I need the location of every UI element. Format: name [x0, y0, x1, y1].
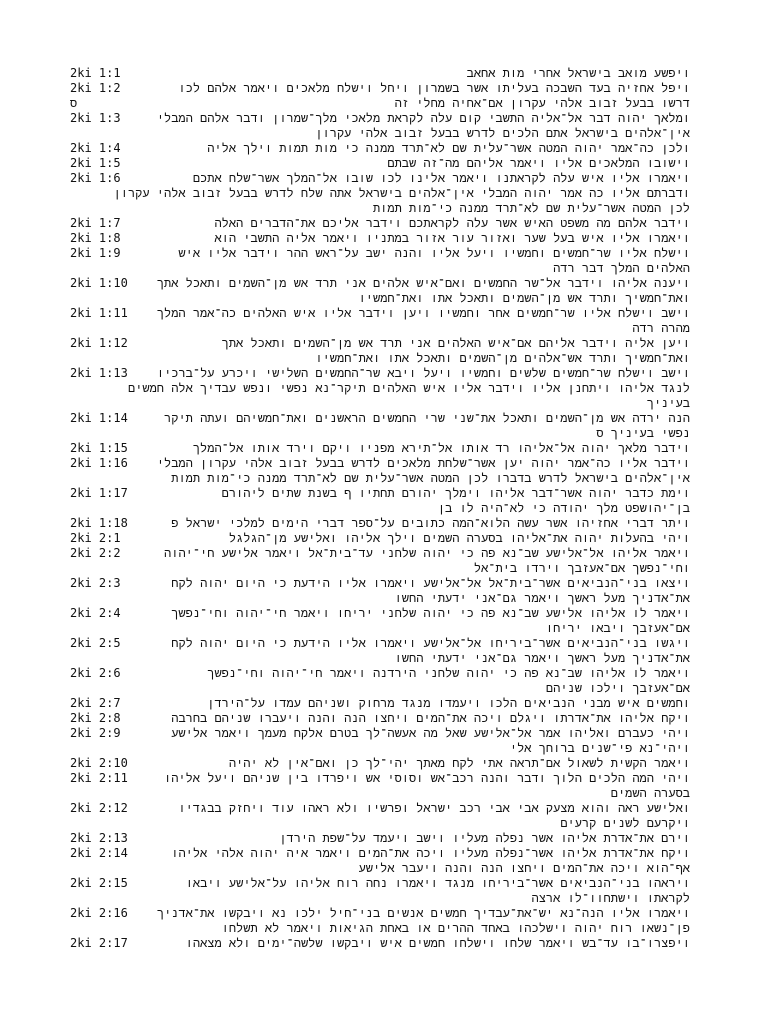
verse-text: ויאמרו אליו הנה־נא יש־את־עבדיך חמשים אנשים בני־חיל ילכו נא ויבקשו את־אדניך — [156, 906, 690, 920]
verse-reference: 2ki 2:14 — [70, 846, 128, 860]
verse-reference: 2ki 2:3 — [70, 576, 121, 590]
verse-reference: 2ki 2:10 — [70, 756, 128, 770]
verse-text: ולכן כה־אמר יהוה המטה אשר־עלית שם לא־תרד ממנה כי מות תמות וילך אליה — [207, 141, 690, 155]
verse-line — [70, 66, 690, 81]
verse-text: וירם את־אדרת אליהו אשר נפלה מעליו וישב ויעמד על־שפת הירדן — [279, 831, 690, 845]
verse-reference: 2ki 2:9 — [70, 726, 121, 740]
verse-reference: 2ki 2:6 — [70, 666, 121, 680]
verse-line — [70, 111, 690, 126]
verse-reference: 2ki 1:10 — [70, 276, 128, 290]
verse-line — [70, 411, 690, 426]
verse-text: לנגד אליהו ויתחנן אליו וידבר אליו איש האלהים תיקר־נא נפשי ונפש עבדיך אלה חמשים — [128, 381, 690, 395]
verse-line — [70, 396, 690, 411]
verse-text: לכן המטה אשר־עלית שם לא־תרד ממנה כי־מות תמות — [372, 201, 690, 215]
verse-line — [70, 936, 690, 951]
verse-text: ויהי המה הלכים הלוך ודבר והנה רכב־אש וסוסי אש ויפרדו בין שניהם ויעל אליהו — [164, 771, 690, 785]
verse-reference: 2ki 2:12 — [70, 801, 128, 815]
verse-reference: 2ki 2:1 — [70, 531, 121, 545]
verse-reference: 2ki 1:2 — [70, 81, 121, 95]
verse-line — [70, 651, 690, 666]
verse-line — [70, 246, 690, 261]
verse-text: אין־אלהים בישראל לדרש בדברו לכן המטה אשר־עלית שם לא־תרד ממנה כי־מות תמות — [171, 471, 690, 485]
verse-line — [70, 816, 690, 831]
verse-reference: 2ki 2:11 — [70, 771, 128, 785]
verse-reference: 2ki 2:13 — [70, 831, 128, 845]
verse-text: ויען אליה וידבר אליהם אם־איש האלהים אני תרד אש מן־השמים ותאכל אתך — [221, 336, 690, 350]
verse-reference: 2ki 1:8 — [70, 231, 121, 245]
verse-line — [70, 561, 690, 576]
verse-reference: 2ki 1:13 — [70, 366, 128, 380]
verse-reference: 2ki 2:4 — [70, 606, 121, 620]
verse-line — [70, 636, 690, 651]
verse-line — [70, 591, 690, 606]
verse-reference: ס — [70, 96, 78, 110]
verse-text: וידבר אליו כה־אמר יהוה יען אשר־שלחת מלאכים לדרש בבעל זבוב אלהי עקרון המבלי — [156, 456, 690, 470]
verse-text: אף־הוא ויכה את־המים ויחצו הנה והנה ויעבר אלישע — [358, 861, 690, 875]
verse-text: ויגשו בני־הנביאים אשר־ביריחו אל־אלישע ויאמרו אליו הידעת כי היום יהוה לקח — [171, 636, 690, 650]
verse-line — [70, 876, 690, 891]
verse-line — [70, 231, 690, 246]
verse-line — [70, 831, 690, 846]
verse-line — [70, 576, 690, 591]
verse-text: ויראהו בני־הנביאים אשר־ביריחו מנגד ויאמרו נחה רוח אליהו על־אלישע ויבאו — [185, 876, 690, 890]
verse-text: הנה ירדה אש מן־השמים ותאכל את־שני שרי החמשים הראשנים ואת־חמשיהם ועתה תיקר — [164, 411, 690, 425]
verse-text: מהרה רדה — [632, 321, 690, 335]
verse-text: את־אדניך מעל ראשך ויאמר גם־אני ידעתי החשו — [394, 591, 690, 605]
verse-text: אין־אלהים בישראל אתם הלכים לדרש בבעל זבוב אלהי עקרון — [315, 126, 690, 140]
verse-text: דרשו בבעל זבוב אלהי עקרון אם־אחיה מחלי זה — [394, 96, 690, 110]
verse-line — [70, 471, 690, 486]
verse-line — [70, 621, 690, 636]
verse-reference: 2ki 1:16 — [70, 456, 128, 470]
verse-line — [70, 381, 690, 396]
verse-text: ויהי־נא פי־שנים ברוחך אלי — [509, 741, 690, 755]
verse-line — [70, 81, 690, 96]
document-body — [70, 66, 690, 951]
verse-line — [70, 711, 690, 726]
verse-line — [70, 666, 690, 681]
verse-text: את־אדניך מעל ראשך ויאמר גם־אני ידעתי החשו — [394, 651, 690, 665]
verse-line — [70, 96, 690, 111]
verse-line — [70, 846, 690, 861]
verse-text: ויאמר לו אליהו אלישע שב־נא פה כי יהוה שלחני יריחו ויאמר חי־יהוה וחי־נפשך — [171, 606, 690, 620]
verse-line — [70, 186, 690, 201]
verse-reference: 2ki 1:11 — [70, 306, 128, 320]
verse-reference: 2ki 2:8 — [70, 711, 121, 725]
verse-line — [70, 906, 690, 921]
verse-line — [70, 771, 690, 786]
verse-text: האלהים המלך דבר רדה — [553, 261, 690, 275]
verse-line — [70, 801, 690, 816]
verse-text: וחי־נפשך אם־אעזבך וירדו בית־אל — [473, 561, 690, 575]
verse-reference: 2ki 1:3 — [70, 111, 121, 125]
verse-line — [70, 156, 690, 171]
verse-line — [70, 201, 690, 216]
verse-reference: 2ki 2:7 — [70, 696, 121, 710]
verse-text: ויהי בהעלות יהוה את־אליהו בסערה השמים וילך אליהו ואלישע מן־הגלגל — [228, 531, 690, 545]
verse-line — [70, 516, 690, 531]
verse-reference: 2ki 2:17 — [70, 936, 128, 950]
verse-line — [70, 696, 690, 711]
verse-reference: 2ki 1:18 — [70, 516, 128, 530]
verse-text: ויאמרו אליו איש עלה לקראתנו ויאמר אלינו לכו שובו אל־המלך אשר־שלח אתכם — [192, 171, 690, 185]
verse-reference: 2ki 1:4 — [70, 141, 121, 155]
verse-reference: 2ki 1:12 — [70, 336, 128, 350]
verse-line — [70, 531, 690, 546]
verse-reference: 2ki 1:17 — [70, 486, 128, 500]
verse-text: ויצאו בני־הנביאים אשר־בית־אל אל־אלישע ויאמרו אליו הידעת כי היום יהוה לקח — [171, 576, 690, 590]
verse-text: ואלישע ראה והוא מצעק אבי אבי רכב ישראל ופרשיו ולא ראהו עוד ויחזק בבגדיו — [178, 801, 690, 815]
verse-text: ויתר דברי אחזיהו אשר עשה הלוא־המה כתובים על־ספר דברי הימים למלכי ישראל פ — [171, 516, 690, 530]
verse-line — [70, 216, 690, 231]
verse-text: וחמשים איש מבני הנביאים הלכו ויעמדו מנגד מרחוק ושניהם עמדו על־הירדן — [207, 696, 690, 710]
verse-text: וידבר אלהם מה משפט האיש אשר עלה לקראתכם וידבר אליכם את־הדברים האלה — [214, 216, 690, 230]
verse-text: ואת־חמשיך ותרד אש־אלהים מן־השמים ותאכל אתו ואת־חמשיו — [315, 351, 690, 365]
verse-line — [70, 351, 690, 366]
verse-text: ויאמר לו אליהו שב־נא פה כי יהוה שלחני הירדנה ויאמר חי־יהוה וחי־נפשך — [207, 666, 690, 680]
verse-text: בעיניך — [646, 396, 690, 410]
verse-text: ויאמרו אליו איש בעל שער ואזור עור אזור במתניו ויאמר אליה התשבי הוא — [214, 231, 690, 245]
verse-text: וישב וישלח אליו שר־חמשים אחר וחמשיו ויען וידבר אליו איש האלהים כה־אמר המלך — [156, 306, 690, 320]
verse-line — [70, 681, 690, 696]
verse-line — [70, 321, 690, 336]
verse-text: בסערה השמים — [610, 786, 690, 800]
verse-line — [70, 336, 690, 351]
verse-text: אם־אעזבך ויבאו יריחו — [545, 621, 690, 635]
verse-line — [70, 306, 690, 321]
verse-reference: 2ki 1:15 — [70, 441, 128, 455]
verse-reference: 2ki 2:16 — [70, 906, 128, 920]
verse-line — [70, 786, 690, 801]
verse-text: וישובו המלאכים אליו ויאמר אליהם מה־זה שבתם — [387, 156, 690, 170]
verse-reference: 2ki 1:9 — [70, 246, 121, 260]
verse-line — [70, 741, 690, 756]
verse-line — [70, 921, 690, 936]
verse-line — [70, 171, 690, 186]
verse-line — [70, 501, 690, 516]
verse-text: ויענה אליהו וידבר אל־שר החמשים ואם־איש אלהים אני תרד אש מן־השמים ותאכל אתך — [156, 276, 690, 290]
verse-text: ויקח אליהו את־אדרתו ויגלם ויכה את־המים ויחצו הנה והנה ויעברו שניהם בחרבה — [171, 711, 690, 725]
verse-line — [70, 891, 690, 906]
verse-text: וישב וישלח שר־חמשים שלשים וחמשיו ויעל ויבא שר־החמשים השלישי ויכרע על־ברכיו — [156, 366, 690, 380]
verse-text: ומלאך יהוה דבר אל־אליה התשבי קום עלה לקראת מלאכי מלך־שמרון ודבר אלהם המבלי — [156, 111, 690, 125]
verse-line — [70, 276, 690, 291]
verse-line — [70, 606, 690, 621]
verse-line — [70, 261, 690, 276]
verse-text: ויאמר אליהו אל־אלישע שב־נא פה כי יהוה שלחני עד־בית־אל ויאמר אלישע חי־יהוה — [164, 546, 690, 560]
verse-text: ויפצרו־בו עד־בש ויאמר שלחו וישלחו חמשים איש ויבקשו שלשה־ימים ולא מצאהו — [185, 936, 690, 950]
verse-text: ויקרעם לשנים קרעים — [560, 816, 690, 830]
verse-text: ויפשע מואב בישראל אחרי מות אחאב — [466, 66, 690, 80]
verse-line — [70, 426, 690, 441]
verse-reference: 2ki 2:15 — [70, 876, 128, 890]
verse-line — [70, 126, 690, 141]
verse-text: ויקח את־אדרת אליהו אשר־נפלה מעליו ויכה את־המים ויאמר איה יהוה אלהי אליהו — [171, 846, 690, 860]
verse-text: לקראתו וישתחוו־לו ארצה — [531, 891, 690, 905]
verse-text: אם־אעזבך וילכו שניהם — [545, 681, 690, 695]
verse-text: ויהי כעברם ואליהו אמר אל־אלישע שאל מה אעשה־לך בטרם אלקח מעמך ויאמר אלישע — [171, 726, 690, 740]
verse-text: ודברתם אליו כה אמר יהוה המבלי אין־אלהים בישראל אתה שלח לדרש בבעל זבוב אלהי עקרון — [113, 186, 690, 200]
verse-line — [70, 141, 690, 156]
verse-reference: 2ki 1:14 — [70, 411, 128, 425]
verse-text: נפשי בעיניך ס — [596, 426, 690, 440]
verse-reference: 2ki 2:2 — [70, 546, 121, 560]
verse-line — [70, 441, 690, 456]
verse-line — [70, 756, 690, 771]
verse-line — [70, 456, 690, 471]
verse-text: ואת־חמשיך ותרד אש מן־השמים ותאכל אתו ואת־חמשיו — [358, 291, 690, 305]
verse-reference: 2ki 1:6 — [70, 171, 121, 185]
verse-text: וישלח אליו שר־חמשים וחמשיו ויעל אליו והנה ישב על־ראש ההר וידבר אליו איש — [178, 246, 690, 260]
verse-reference: 2ki 1:1 — [70, 66, 121, 80]
verse-reference: 2ki 1:7 — [70, 216, 121, 230]
verse-line — [70, 366, 690, 381]
verse-reference: 2ki 1:5 — [70, 156, 121, 170]
verse-text: ויפל אחזיה בעד השבכה בעליתו אשר בשמרון ויחל וישלח מלאכים ויאמר אלהם לכו — [178, 81, 690, 95]
verse-line — [70, 546, 690, 561]
verse-text: בן־יהושפט מלך יהודה כי לא־היה לו בן — [437, 501, 690, 515]
verse-text: פן־נשאו רוח יהוה וישלכהו באחד ההרים או באחת הגיאות ויאמר לא תשלחו — [221, 921, 690, 935]
verse-line — [70, 291, 690, 306]
verse-text: וידבר מלאך יהוה אל־אליהו רד אותו אל־תירא מפניו ויקם וירד אותו אל־המלך — [192, 441, 690, 455]
verse-text: ויאמר הקשית לשאול אם־תראה אתי לקח מאתך יהי־לך כן ואם־אין לא יהיה — [228, 756, 690, 770]
verse-line — [70, 486, 690, 501]
verse-line — [70, 726, 690, 741]
verse-reference: 2ki 2:5 — [70, 636, 121, 650]
verse-line — [70, 861, 690, 876]
verse-text: וימת כדבר יהוה אשר־דבר אליהו וימלך יהורם תחתיו ף בשנת שתים ליהורם — [221, 486, 690, 500]
